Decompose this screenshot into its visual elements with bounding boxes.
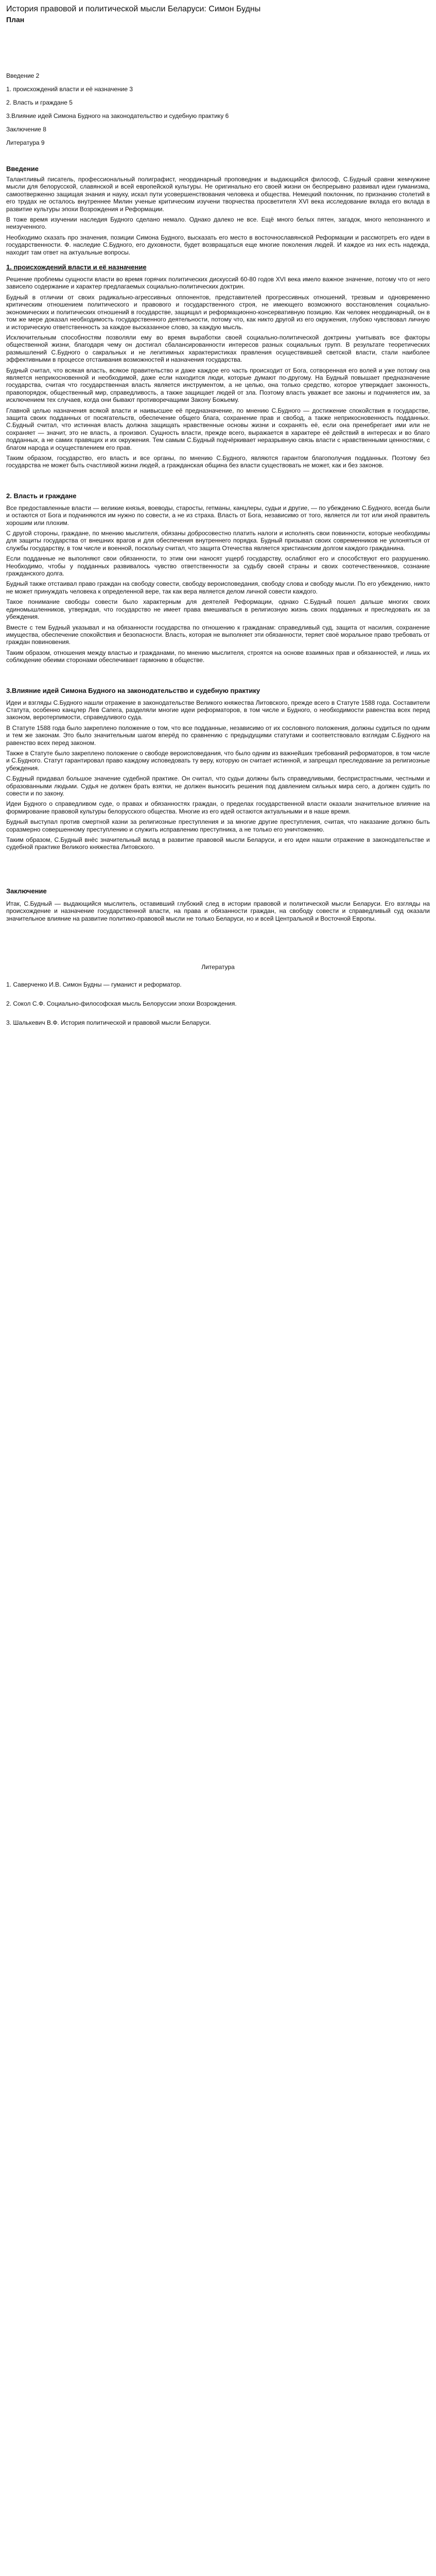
literature-item: 1. Саверченко И.В. Симон Будны — гуманист и реформатор. [6,981,182,989]
paragraph: Главной целью назначения всякой власти и наивысшее её предназначение, по мнению С.Будного — достижение спокойствия в государстве, защита своих подданных от посягательств, обеспечение общего блага, сохранение прав и свобод, а также неприкосновенность подданных. С.Будный считал, что истинная власть должна защищать нравственные основы жизни и сохранять её, если она пренебрегает ими или не сохраняет — значит, это не власть, а произвол. Сущность власти, прежде всего, выражается в характере её действий в интересах и во благо подданных, а не самих правящих и их окружения. Тем самым С.Будный подчёркивает неразрывную связь власти с нравственными ценностями, с благом народа и осуществлением его прав. [6,406,430,451]
document-title: История правовой и политической мысли Беларуси: Симон Будны [6,5,261,13]
intro-section [6,165,430,256]
paragraph: Такое понимание свободы совести было характерным для деятелей Реформации, однако С.Будный пошел дальше многих своих единомышленников, утверждая, что государство не имеет права вмешиваться в религиозную жизнь своих подданных и преследовать их за убеждения. [6,598,430,621]
conclusion-heading: Заключение [6,887,47,895]
paragraph: Идеи и взгляды С.Будного нашли отражение в законодательстве Великого княжества Литовского, прежде всего в Статуте 1588 года. Составители Статута, особенно канцлер Лев Сапега, разделяли многие идеи реформаторов, в том числе и Будного, о необходимости равенства всех перед законом, веротерпимости, справедливого суда. [6,699,430,721]
paragraph: Итак, С.Будный — выдающийся мыслитель, оставивший глубокий след в истории правовой и политической мысли Беларуси. Его взгляды на происхождение и назначение государственной власти, на права и обязанности граждан, на свободу совести и справедливый суд оказали значительное влияние на развитие политико-правовой мысли не только Беларуси, но и всей Центральной и Восточной Европы. [6,900,430,922]
section-heading: 3.Влияние идей Симона Будного на законодательство и судебную практику [6,686,260,694]
paragraph: С другой стороны, граждане, по мнению мыслителя, обязаны добросовестно платить налоги и исполнять свои повинности, которые необходимы для защиты государства от внешних врагов и для обеспечения внутреннего порядка. Будный призывал своих современников не уклоняться от службы государству, в том числе и военной, поскольку считал, что защита Отечества является христианским долгом каждого гражданина. [6,530,430,552]
document-header [0,0,436,151]
section-power-origin [6,263,430,469]
toc-item[interactable]: Литература 9 [6,139,45,146]
plan-heading: План [6,15,25,24]
paragraph: Будный считал, что всякая власть, всякое правительство и даже каждое его часть происходит от Бога, сотворенная его волей и уже потому она является неприкосновенной и необходимой, даже если находится люди, которые думают по-другому. На Будный повышает предназначение государства, считая что государственная власть является инструментом, а не целью, она только средство, которое утверждает законность, правопорядок, общественный мир, справедливость, а также защищает людей от зла. Поэтому власть уважает все законы и подчиняется им, за исключением тех случаев, когда они бывают противоречащими Закону Божьему. [6,366,430,404]
table-of-contents [6,71,430,151]
literature-heading: Литература [201,963,235,971]
paragraph: Таким образом, государство, его власть и все органы, по мнению С.Будного, являются гарантом благополучия подданных. Поэтому без государства не может быть счастливой жизни людей, а гражданская община без власти существовать не может, как и без законов. [6,454,430,469]
section-heading: 1. происхождений власти и её назначение [6,263,147,272]
toc-item[interactable]: 1. происхождений власти и её назначение 3 [6,86,133,93]
paragraph: Идеи Будного о справедливом суде, о правах и обязанностях граждан, о пределах государственной власти оказали значительное влияние на формирование правовой культуры белорусского общества. Многие из его идей остаются актуальными и в наше время. [6,800,430,815]
conclusion-section [6,887,430,922]
toc-item[interactable]: Введение 2 [6,72,40,79]
toc-item[interactable]: 2. Власть и граждане 5 [6,99,73,106]
literature-item: 3. Шалькевич В.Ф. История политической и правовой мысли Беларуси. [6,1019,211,1027]
section-legislation-influence [6,687,430,851]
paragraph: Будный в отличии от своих радикально-агрессивных оппонентов, представителей прогрессивных отношений, трезвым и одновременно критическим отношением политического и правового и государственного строя, не имеющего возможного восстановления социально-экономических и политических отношений в государстве, защищал и реформационно-консервативную позицию. Как человек неординарный, он в том же мере доказал необходимость государственного деятельности, потому что, как никто другой из его окружения, глубоко чувствовал личную и историческую ответственность за каждое высказанное слово, за каждую мысль. [6,293,430,331]
paragraph: Таким образом, С.Будный внёс значительный вклад в развитие правовой мысли Беларуси, и его идеи нашли отражение в законодательстве и судебной практике Великого княжества Литовского. [6,836,430,851]
paragraph: В Статуте 1588 года было закреплено положение о том, что все подданные, независимо от их сословного положения, должны судиться по одним и тем же законам. Это было значительным шагом вперёд по сравнению с предыдущими статутами и соответствовало взглядам С.Будного на равенство всех перед законом. [6,724,430,747]
toc-item[interactable]: 3.Влияние идей Симона Будного на законодательство и судебную практику 6 [6,112,229,120]
paragraph: Будный выступал против смертной казни за религиозные преступления и за многие другие преступления, считая, что наказание должно быть соразмерно совершенному преступлению и служить исправлению преступника, а не только его уничтожению. [6,818,430,833]
literature-section [6,963,430,1027]
section-power-citizens [6,492,430,664]
section-heading: 2. Власть и граждане [6,492,77,500]
document-body [0,165,436,1069]
paragraph: Будный также отстаивал право граждан на свободу совести, свободу вероисповедания, свободу слова и свободу мысли. По его убеждению, никто не может принуждать человека к определенной вере, так как вера является делом личной совести каждого. [6,580,430,595]
paragraph: Таким образом, отношения между властью и гражданами, по мнению мыслителя, строятся на основе взаимных прав и обязанностей, и лишь их соблюдение обеими сторонами обеспечивает гармонию в обществе. [6,649,430,664]
toc-item[interactable]: Заключение 8 [6,126,46,133]
paragraph: Необходимо сказать про значения, позиции Симона Будного, высказать его место в восточнославянской Реформации и рассмотреть его идеи в государственности. Ф. наследие С.Будного, его духовности, будет возвращаться еще многие поколения людей. И каждое из них есть надежда, находит там ответ на актуальные вопросы. [6,233,430,256]
paragraph: Решение проблемы сущности власти во время горячих политических дискуссий 60-80 годов XVI века имело важное значение, потому что от него зависело содержание и характер предлагаемых социально-политических доктрин. [6,276,430,291]
paragraph: Исключительным способностям позволяли ему во время выработки своей социально-политической доктрины учитывать все факторы общественной жизни, благодаря чему он достигал сбалансированности интересов разных социальных групп. В результате теоретических размышлений С.Будного о сакральных и не легитимных характеристиках правления осуществившей светской власти, стали наиболее эффективными в процессе отстаивания возможностей и назначения государства. [6,333,430,364]
paragraph: Все предоставленные власти — великие князья, воеводы, старосты, гетманы, канцлеры, судьи и другие, — по убеждению С.Будного, всегда были и остаются от Бога и подчиняются им нужно по совести, а не из страха. Власть от Бога, независимо от того, является ли тот или иной правитель хорошим или плохим. [6,504,430,527]
paragraph: Талантливый писатель, профессиональный полиграфист, неординарный проповедник и выдающийся философ, С.Будный сравни жемчужине мысли для белорусской, славянской и всей европейской культуры. Не оригинально его своей жизни он беспрерывно развивал идеи гуманизма, самоотверженно защищая знания и науку, искал пути усовершенствования человека и общества. Немецкий поклонник, по признанию столетий в его трудах не осталось внутреннее Милин ученые критическим изучени творчества просветителя XVI века исследование вклада его вклада в развитие культуры эпохи Возрождения и Реформации. [6,176,430,213]
paragraph: Если подданные не выполняют свои обязанности, то этим они наносят ущерб государству, ослабляют его и способствуют его разрушению. Необходимо, чтобы у подданных развивалось чувство ответственности за судьбу своей страны и своих соотечественников, сознание гражданского долга. [6,555,430,578]
paragraph: В тоже время изучении наследия Будного сделано немало. Однако далеко не все. Ещё много белых пятен, загадок, много непознанного и неизученного. [6,216,430,231]
intro-heading: Введение [6,165,39,173]
paragraph: Вместе с тем Будный указывал и на обязанности государства по отношению к гражданам: справедливый суд, защита от насилия, сохранение имущества, обеспечение спокойствия и безопасности. Власть, которая не выполняет эти обязанности, теряет своё моральное право требовать от граждан повиновения. [6,623,430,646]
paragraph: С.Будный придавал большое значение судебной практике. Он считал, что судьи должны быть справедливыми, беспристрастными, честными и образованными людьми. Судья не должен брать взятки, не должен выносить решения под давлением сильных мира сего, а должен судить по совести и по закону. [6,775,430,797]
literature-item: 2. Сокол С.Ф. Социально-философская мысль Белоруссии эпохи Возрождения. [6,1000,237,1008]
paragraph: Также в Статуте было закреплено положение о свободе вероисповедания, что было одним из важнейших требований реформаторов, в том числе и С.Будного. Статут гарантировал право каждому исповедовать ту веру, которую он считает истинной, и запрещал преследование за религиозные убеждения. [6,749,430,772]
